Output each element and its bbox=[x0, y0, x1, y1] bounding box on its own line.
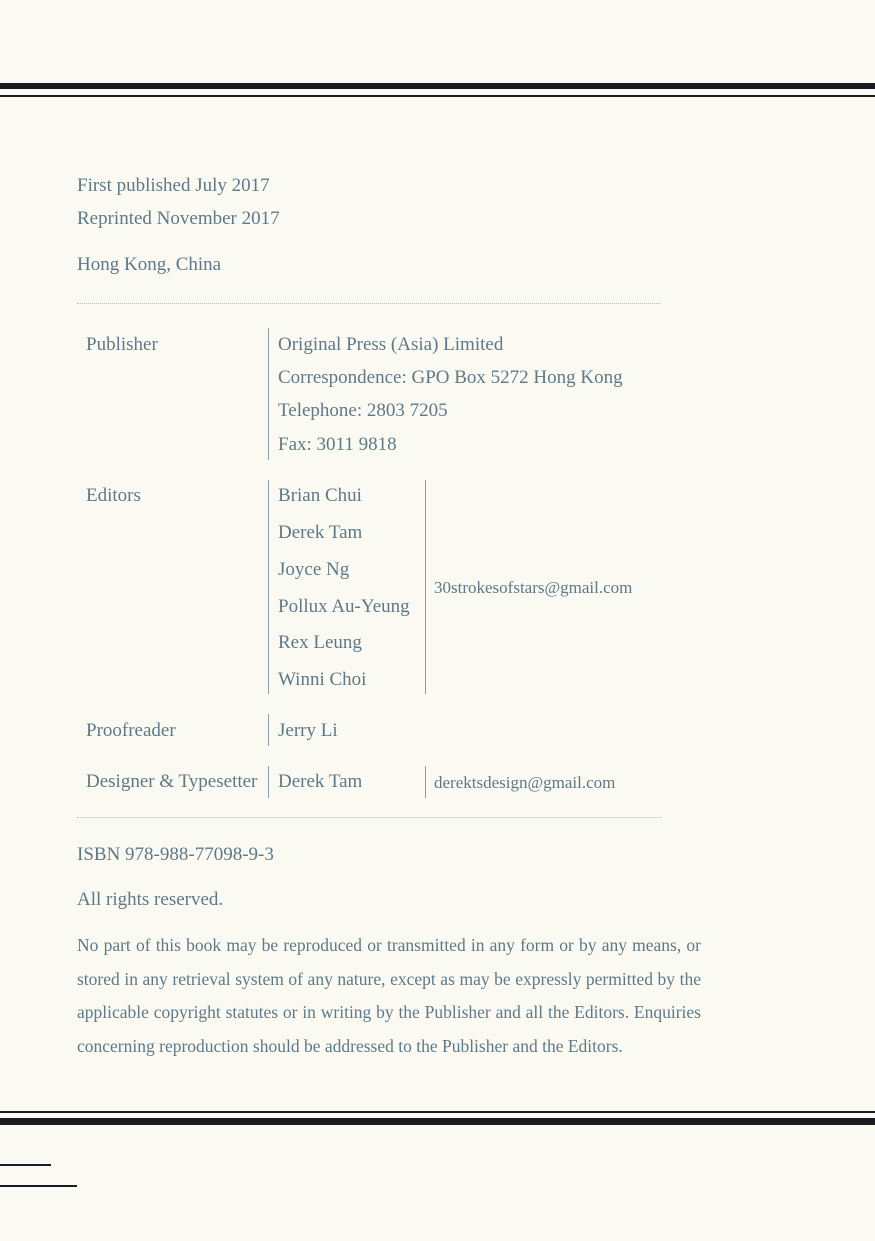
editor-name: Winni Choi bbox=[278, 669, 367, 690]
editor-name: Brian Chui bbox=[278, 485, 362, 506]
designer-email-separator bbox=[425, 766, 426, 798]
proofreader-label: Proofreader bbox=[86, 720, 176, 741]
publisher-label: Publisher bbox=[86, 334, 158, 355]
designer-separator bbox=[268, 766, 269, 798]
editors-label: Editors bbox=[86, 485, 141, 506]
proofreader-separator bbox=[268, 714, 269, 746]
designer-label: Designer & Typesetter bbox=[86, 771, 258, 792]
footer-mark-short bbox=[0, 1164, 51, 1166]
proofreader-name: Jerry Li bbox=[278, 720, 338, 741]
editor-name: Derek Tam bbox=[278, 522, 363, 543]
editors-email: 30strokesofstars@gmail.com bbox=[434, 578, 633, 597]
footer-rule-thick bbox=[0, 1118, 875, 1125]
footer-rule-thin bbox=[0, 1111, 875, 1113]
publisher-name: Original Press (Asia) Limited bbox=[278, 334, 504, 355]
copyright-notice: No part of this book may be reproduced or transmitted in any form or by any means, or stored in any retrieval system of any nature, except as may be expressly permitted by the applicable copyright statutes or in writing by the Publisher and all the Editors. Enquiries concerning reproduction should be addressed to the Publisher and the Editors. bbox=[77, 935, 701, 1056]
editors-email-separator bbox=[425, 480, 426, 694]
header-rule-thin bbox=[0, 95, 875, 97]
divider-bottom bbox=[77, 817, 661, 818]
publisher-telephone: Telephone: 2803 7205 bbox=[278, 400, 448, 421]
designer-email: derektsdesign@gmail.com bbox=[434, 773, 616, 792]
first-published: First published July 2017 bbox=[77, 175, 270, 196]
rights-statement: All rights reserved. bbox=[77, 889, 224, 910]
editor-name: Joyce Ng bbox=[278, 559, 350, 580]
divider-top bbox=[77, 303, 661, 304]
designer-name: Derek Tam bbox=[278, 771, 363, 792]
publisher-separator bbox=[268, 328, 269, 460]
publisher-address: Correspondence: GPO Box 5272 Hong Kong bbox=[278, 367, 623, 388]
header-rule-thick bbox=[0, 83, 875, 89]
publisher-fax: Fax: 3011 9818 bbox=[278, 434, 397, 455]
place-of-publication: Hong Kong, China bbox=[77, 254, 222, 275]
footer-mark-long bbox=[0, 1185, 77, 1187]
editors-separator bbox=[268, 480, 269, 694]
reprinted: Reprinted November 2017 bbox=[77, 208, 280, 229]
editor-name: Pollux Au-Yeung bbox=[278, 596, 410, 617]
isbn: ISBN 978-988-77098-9-3 bbox=[77, 844, 274, 865]
editor-name: Rex Leung bbox=[278, 632, 362, 653]
